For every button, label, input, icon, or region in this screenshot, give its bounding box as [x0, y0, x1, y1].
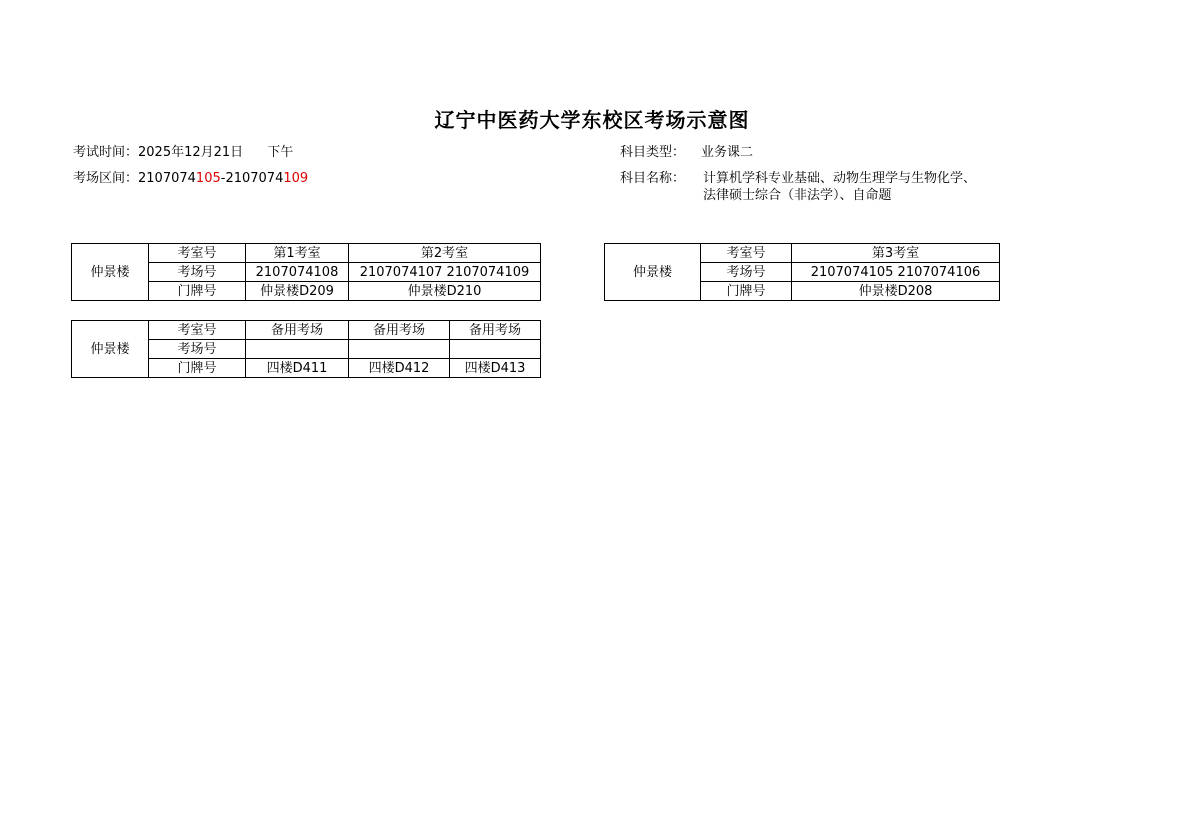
subject-type-value: 业务课二 — [701, 145, 754, 160]
subject-name-line-2: 法律硕士综合（非法学）、自命题 — [703, 188, 892, 203]
room-table-1 — [71, 243, 541, 301]
exam-time-label: 考试时间： — [73, 145, 139, 160]
room-cell: 备用考场 — [349, 321, 450, 340]
row-label-exam: 考场号 — [149, 340, 246, 359]
subject-name-label: 科目名称： — [620, 171, 686, 186]
room-cell: 备用考场 — [450, 321, 541, 340]
door-cell: 四楼D413 — [450, 359, 541, 378]
door-cell: 四楼D411 — [246, 359, 349, 378]
subject-type-label: 科目类型： — [620, 145, 686, 160]
subject-name-line-1: 计算机学科专业基础、动物生理学与生物化学、 — [703, 171, 977, 186]
exam-range-dash: - — [220, 171, 226, 186]
building-cell: 仲景楼 — [72, 321, 149, 378]
row-label-door: 门牌号 — [701, 282, 792, 301]
exam-range — [73, 170, 308, 187]
row-label-room: 考室号 — [149, 244, 246, 263]
row-label-door: 门牌号 — [149, 359, 246, 378]
room-cell: 第2考室 — [349, 244, 541, 263]
subject-type — [620, 144, 753, 161]
door-cell: 仲景楼D208 — [792, 282, 1000, 301]
door-cell: 四楼D412 — [349, 359, 450, 378]
exam-time-session: 下午 — [267, 145, 294, 160]
building-cell: 仲景楼 — [72, 244, 149, 301]
exam-cell: 2107074105 2107074106 — [792, 263, 1000, 282]
row-label-exam: 考场号 — [701, 263, 792, 282]
room-cell: 第3考室 — [792, 244, 1000, 263]
row-label-room: 考室号 — [149, 321, 246, 340]
page-title: 辽宁中医药大学东校区考场示意图 — [434, 108, 750, 132]
exam-cell: 2107074108 — [246, 263, 349, 282]
room-table-3 — [71, 320, 541, 378]
exam-range-start-prefix: 2107074 — [138, 171, 196, 186]
exam-cell — [349, 340, 450, 359]
table-row — [72, 244, 541, 263]
exam-cell — [450, 340, 541, 359]
table-row — [605, 244, 1000, 263]
exam-range-label: 考场区间： — [73, 171, 139, 186]
door-cell: 仲景楼D210 — [349, 282, 541, 301]
table-row — [72, 321, 541, 340]
room-cell: 备用考场 — [246, 321, 349, 340]
building-cell: 仲景楼 — [605, 244, 701, 301]
row-label-room: 考室号 — [701, 244, 792, 263]
door-cell: 仲景楼D209 — [246, 282, 349, 301]
row-label-door: 门牌号 — [149, 282, 246, 301]
exam-cell: 2107074107 2107074109 — [349, 263, 541, 282]
exam-range-end-suffix: 109 — [283, 171, 309, 186]
exam-range-start-suffix: 105 — [195, 171, 221, 186]
exam-range-end-prefix: 2107074 — [225, 171, 284, 186]
exam-time — [73, 144, 293, 161]
room-table-2 — [604, 243, 1000, 301]
row-label-exam: 考场号 — [149, 263, 246, 282]
exam-time-date: 2025年12月21日 — [138, 145, 244, 160]
room-cell: 第1考室 — [246, 244, 349, 263]
exam-cell — [246, 340, 349, 359]
